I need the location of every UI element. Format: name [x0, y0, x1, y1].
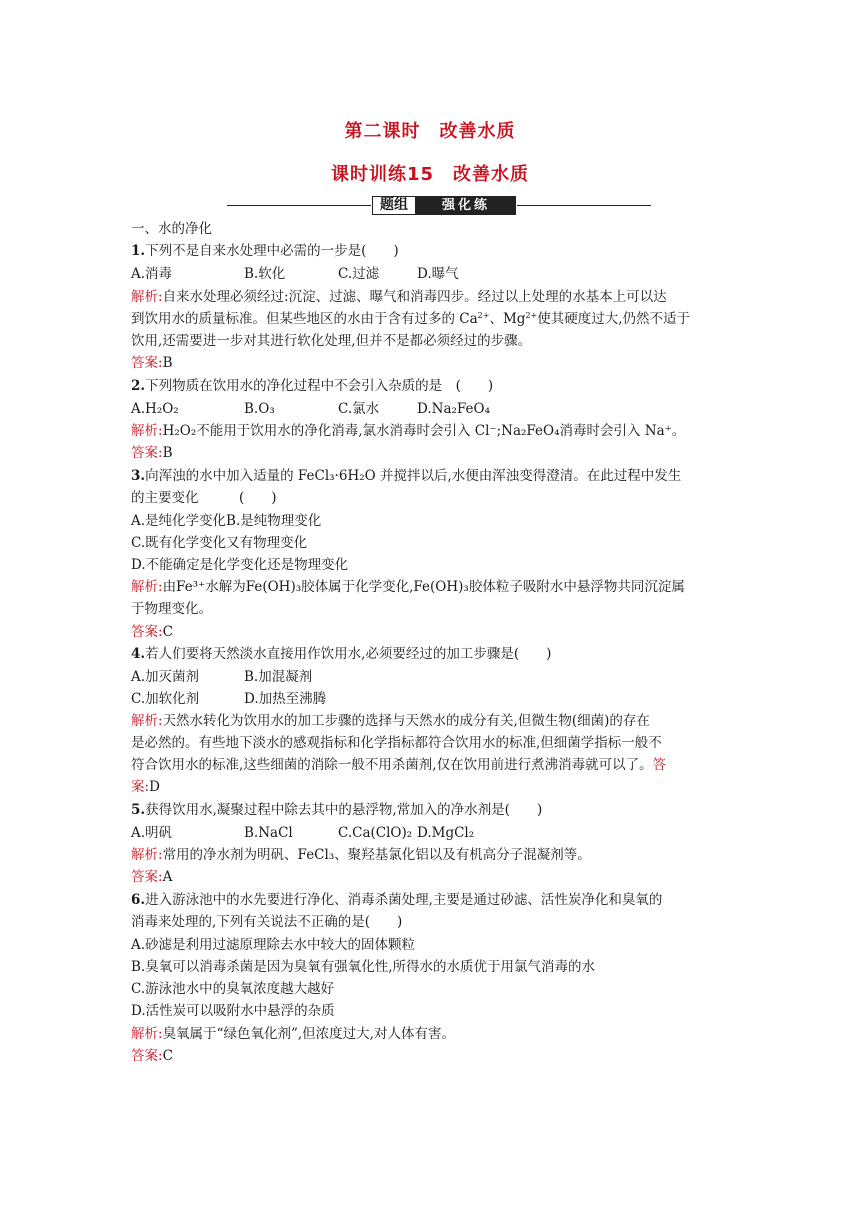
answer-label: 答案: — [131, 445, 163, 461]
analysis-label: 解析: — [131, 713, 163, 729]
question-1-options — [131, 265, 459, 283]
question-4-analysis — [131, 756, 666, 774]
banner-rule-left — [227, 205, 371, 206]
question-number: 5. — [131, 802, 146, 818]
answer-label-part: 案: — [131, 779, 150, 795]
option-d: D.活性炭可以吸附水中悬浮的杂质 — [131, 1003, 335, 1019]
section-heading: 一、水的净化 — [131, 221, 212, 237]
option-a: A.H₂O₂ — [131, 401, 179, 417]
question-3-stem — [131, 489, 277, 507]
answer-label-part: 答 — [652, 757, 667, 773]
question-5-options — [131, 824, 474, 842]
question-text: 下列不是自来水处理中必需的一步是( ) — [145, 243, 399, 259]
analysis-text: 符合饮用水的标准,这些细菌的消除一般不用杀菌剂,仅在饮用前进行煮沸消毒就可以了。 — [131, 757, 653, 773]
analysis-text: 由Fe³⁺水解为Fe(OH)₃胶体属于化学变化,Fe(OH)₃胶体粒子吸附水中悬浮物共同沉淀属 — [162, 579, 685, 595]
question-text: 向浑浊的水中加入适量的 FeCl₃·6H₂O 并搅拌以后,水便由浑浊变得澄清。在此过程中发生 — [145, 468, 682, 484]
option-d: D.不能确定是化学变化还是物理变化 — [131, 557, 349, 573]
answer-value: B — [162, 445, 173, 461]
option-a: A.是纯化学变化 — [131, 513, 227, 529]
option-b: B.NaCl — [244, 825, 293, 841]
option-c: C.Ca(ClO)₂ — [338, 825, 413, 841]
question-5-stem — [131, 801, 542, 819]
question-3-stem — [131, 467, 681, 485]
option-c: C.既有化学变化又有物理变化 — [131, 535, 308, 551]
answer-label: 答案: — [131, 1048, 163, 1064]
banner-label-right: 强化练 — [416, 196, 516, 215]
analysis-label: 解析: — [131, 579, 163, 595]
question-4-options — [131, 690, 326, 708]
question-number: 1. — [131, 243, 146, 259]
question-1-analysis-line — [131, 288, 667, 306]
analysis-text: 常用的净水剂为明矾、FeCl₃、聚羟基氯化铝以及有机高分子混凝剂等。 — [162, 847, 591, 863]
option-c: C.加软化剂 — [131, 691, 200, 707]
analysis-text: 到饮用水的质量标准。但某些地区的水由于含有过多的 Ca — [131, 311, 478, 327]
option-b: B.O₃ — [244, 401, 275, 417]
question-4-answer — [131, 778, 160, 796]
option-d: D.曝气 — [417, 266, 459, 282]
option-b: B.软化 — [244, 266, 286, 282]
option-c: C.过滤 — [338, 266, 380, 282]
banner-rule-right — [517, 205, 651, 206]
analysis-label: 解析: — [131, 1026, 163, 1042]
option-b: B.加混凝剂 — [244, 669, 313, 685]
question-number: 3. — [131, 468, 146, 484]
question-3-answer — [131, 623, 173, 641]
option-a: A.明矾 — [131, 825, 173, 841]
question-1-answer — [131, 354, 172, 372]
analysis-text: H₂O₂不能用于饮用水的净化消毒,氯水消毒时会引入 Cl⁻;Na₂FeO₄消毒时会引入 Na⁺。 — [162, 423, 686, 439]
analysis-label: 解析: — [131, 423, 163, 439]
option-b: B.是纯物理变化 — [226, 513, 322, 529]
analysis-text: 饮用,还需要进一步对其进行软化处理,但并不是都必须经过的步骤。 — [131, 333, 532, 349]
question-2-stem — [131, 377, 493, 395]
option-a: A.加灭菌剂 — [131, 669, 200, 685]
question-text: 进入游泳池中的水先要进行净化、消毒杀菌处理,主要是通过砂滤、活性炭净化和臭氧的 — [145, 892, 663, 908]
question-1-stem — [131, 242, 399, 260]
question-2-analysis — [131, 422, 685, 440]
section-banner — [227, 196, 651, 216]
answer-value: A — [162, 869, 173, 885]
option-b: B.臭氧可以消毒杀菌是因为臭氧有强氧化性,所得水的水质优于用氯气消毒的水 — [131, 959, 596, 975]
banner-box — [372, 196, 516, 215]
question-1-analysis-line: 到饮用水的质量标准。但某些地区的水由于含有过多的 $Ca^{2+}$、$Mg^{2+}$使其硬度过大,仍然不适于 — [131, 311, 691, 327]
analysis-text: 臭氧属于“绿色氧化剂”,但浓度过大,对人体有害。 — [162, 1026, 455, 1042]
analysis-text: 、Mg — [489, 311, 526, 327]
question-5-answer — [131, 868, 172, 886]
option-a: A.砂滤是利用过滤原理除去水中较大的固体颗粒 — [131, 937, 416, 953]
analysis-text: 天然水转化为饮用水的加工步骤的选择与天然水的成分有关,但微生物(细菌)的存在 — [162, 713, 650, 729]
option-d: D.MgCl₂ — [417, 825, 475, 841]
question-4-analysis: 是必然的。有些地下淡水的感观指标和化学指标都符合饮用水的标准,但细菌学指标一般不 — [131, 735, 662, 751]
option-d: D.Na₂FeO₄ — [417, 401, 491, 417]
question-3-analysis — [131, 578, 685, 596]
answer-value: C — [162, 1048, 173, 1064]
question-6-stem: 消毒来处理的,下列有关说法不正确的是( ) — [131, 914, 403, 930]
answer-label: 答案: — [131, 869, 163, 885]
question-number: 4. — [131, 646, 146, 662]
question-number: 2. — [131, 378, 146, 394]
question-4-options — [131, 668, 312, 686]
banner-label-left: 题组 — [372, 196, 416, 215]
question-3-analysis: 于物理变化。 — [131, 601, 212, 617]
analysis-label: 解析: — [131, 847, 163, 863]
question-4-analysis — [131, 712, 650, 730]
answer-value: B — [162, 355, 173, 371]
question-4-stem — [131, 645, 551, 663]
question-number: 6. — [131, 892, 146, 908]
answer-value: D — [149, 779, 160, 795]
question-1-analysis-line — [131, 332, 531, 350]
analysis-label: 解析: — [131, 289, 163, 305]
question-6-stem — [131, 891, 662, 909]
answer-label: 答案: — [131, 355, 163, 371]
question-2-options — [131, 400, 490, 418]
option-a: A.消毒 — [131, 266, 173, 282]
analysis-text: 自来水处理必须经过:沉淀、过滤、曝气和消毒四步。经过以上处理的水基本上可以达 — [162, 289, 667, 305]
option-c: C.氯水 — [338, 401, 380, 417]
question-text: 获得饮用水,凝聚过程中除去其中的悬浮物,常加入的净水剂是( ) — [145, 802, 543, 818]
page-subtitle: 课时训练15 改善水质 — [330, 164, 530, 185]
question-6-analysis — [131, 1025, 455, 1043]
question-5-analysis — [131, 846, 591, 864]
answer-label: 答案: — [131, 624, 163, 640]
answer-value: C — [162, 624, 173, 640]
option-d: D.加热至沸腾 — [244, 691, 327, 707]
question-text: 若人们要将天然淡水直接用作饮用水,必须要经过的加工步骤是( ) — [145, 646, 552, 662]
question-text: 的主要变化 ( ) — [131, 490, 277, 506]
question-6-answer — [131, 1047, 173, 1065]
page-title: 第二课时 改善水质 — [344, 121, 516, 142]
question-text: 下列物质在饮用水的净化过程中不会引入杂质的是 ( ) — [145, 378, 494, 394]
question-3-options — [131, 512, 321, 530]
option-c: C.游泳池水中的臭氧浓度越大越好 — [131, 981, 335, 997]
analysis-text: 使其硬度过大,仍然不适于 — [537, 311, 691, 327]
question-2-answer — [131, 444, 172, 462]
